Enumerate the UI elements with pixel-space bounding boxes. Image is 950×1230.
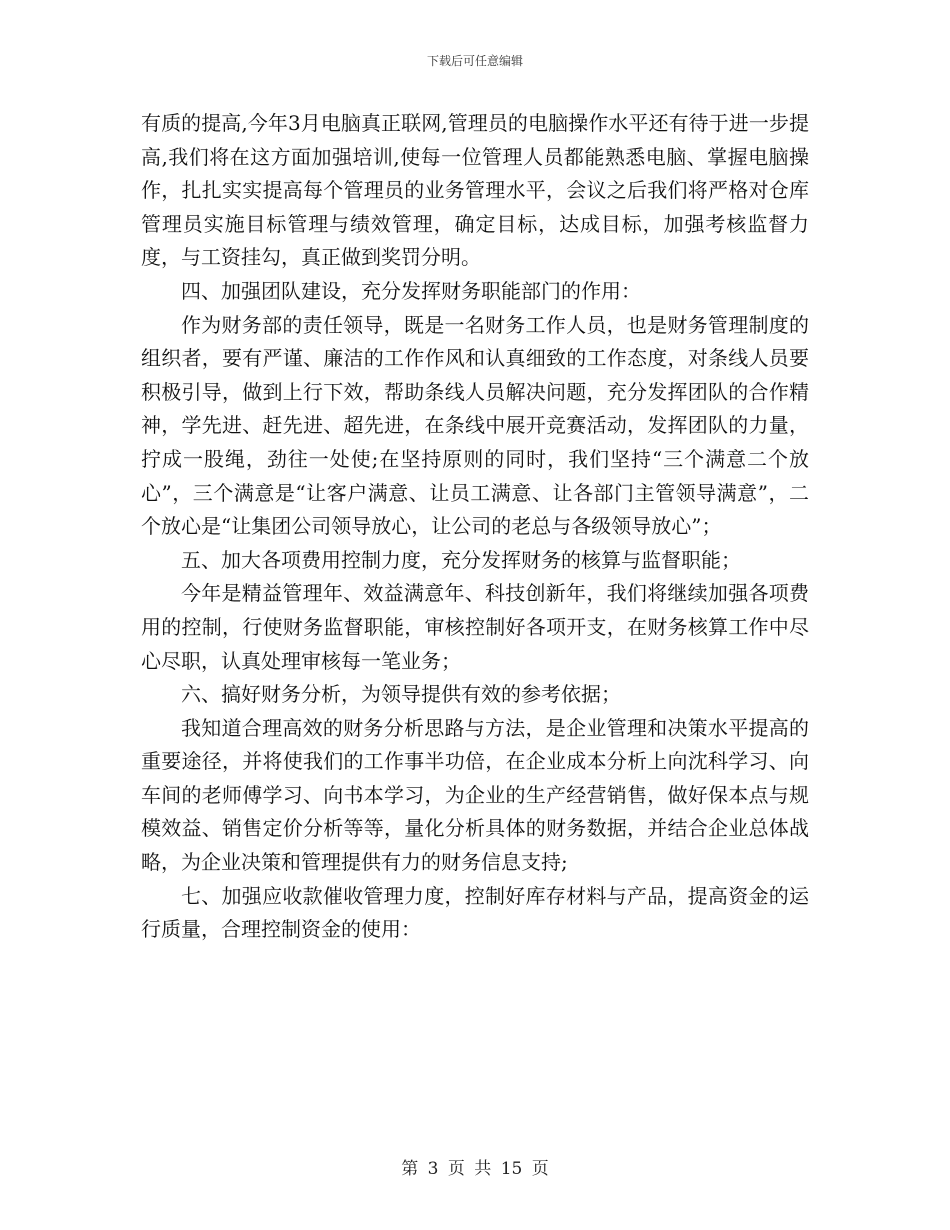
section-heading-7: 七、加强应收款催收管理力度，控制好库存材料与产品，提高资金的运行质量，合理控制资金的使用： bbox=[141, 883, 809, 942]
section-heading-5: 五、加大各项费用控制力度，充分发挥财务的核算与监督职能； bbox=[181, 547, 741, 572]
page-footer bbox=[0, 1154, 950, 1179]
page-number: 第 3 页 共 15 页 bbox=[401, 1159, 549, 1179]
paragraph-team-building: 作为财务部的责任领导，既是一名财务工作人员，也是财务管理制度的组织者，要有严谨、廉洁的工作作风和认真细致的工作态度，对条线人员要积极引导，做到上行下效，帮助条线人员解决问题，充分发挥团队的合作精神，学先进、赶先进、超先进，在条线中展开竞赛活动，发挥团队的力量，拧成一股绳，劲往一处使;在坚持原则的同时，我们坚持“三个满意二个放心”，三个满意是“让客户满意、让员工满意、让各部门主管领导满意”，二个放心是“让集团公司领导放心，让公司的老总与各级领导放心”； bbox=[141, 312, 809, 539]
document-body bbox=[141, 107, 809, 947]
header-note: 下载后可任意编辑 bbox=[426, 54, 523, 68]
paragraph-cost-control: 今年是精益管理年、效益满意年、科技创新年，我们将继续加强各项费用的控制，行使财务监督职能，审核控制好各项开支，在财务核算工作中尽心尽职，认真处理审核每一笔业务； bbox=[141, 581, 809, 673]
section-heading-6: 六、搞好财务分析，为领导提供有效的参考依据； bbox=[181, 682, 621, 707]
paragraph-financial-analysis: 我知道合理高效的财务分析思路与方法，是企业管理和决策水平提高的重要途径，并将使我们的工作事半功倍，在企业成本分析上向沈科学习、向车间的老师傅学习、向书本学习，为企业的生产经营销售，做好保本点与规模效益、销售定价分析等等，量化分析具体的财务数据，并结合企业总体战略，为企业决策和管理提供有力的财务信息支持; bbox=[141, 715, 809, 875]
page-header bbox=[0, 52, 950, 69]
section-heading-4: 四、加强团队建设，充分发挥财务职能部门的作用： bbox=[181, 278, 641, 303]
paragraph-continuation: 有质的提高,今年3月电脑真正联网,管理员的电脑操作水平还有待于进一步提高,我们将在这方面加强培训,使每一位管理人员都能熟悉电脑、掌握电脑操作，扎扎实实提高每个管理员的业务管理水平，会议之后我们将严格对仓库管理员实施目标管理与绩效管理，确定目标，达成目标，加强考核监督力度，与工资挂勾，真正做到奖罚分明。 bbox=[141, 111, 809, 270]
